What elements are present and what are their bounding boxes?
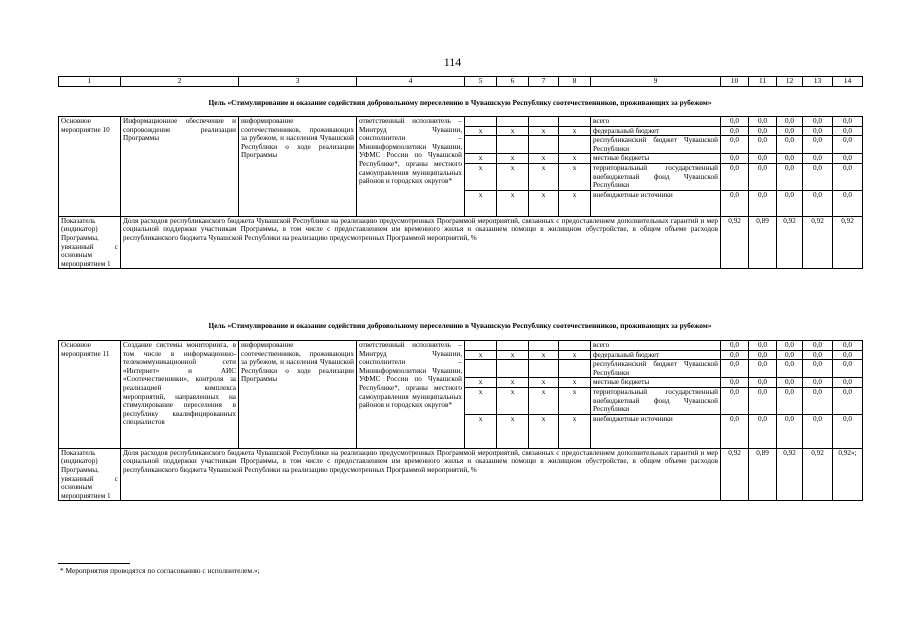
column-number: 4	[357, 77, 465, 87]
budget-code: x	[465, 414, 497, 448]
funding-value: 0,0	[803, 414, 833, 448]
indicator-value: 0,89	[749, 216, 777, 269]
funding-value: 0,0	[777, 117, 803, 127]
funding-value: 0,0	[777, 360, 803, 378]
budget-code	[529, 341, 559, 351]
budget-code: x	[559, 350, 591, 360]
funding-value: 0,0	[721, 378, 749, 388]
column-number-row	[59, 77, 863, 87]
column-number: 11	[749, 77, 777, 87]
funding-source: внебюджетные источники	[591, 190, 721, 216]
budget-code: x	[497, 126, 529, 136]
funding-source: территориальный государственный внебюджетный фонд Чувашской Республики	[591, 163, 721, 190]
header-table	[58, 76, 863, 87]
activity-description: Создание системы мониторинга, в том числе в информационно-телекоммуникационной сети «Интернет» и АИС «Соотечественники», контроля за реализацией комплекса мероприятий, направленных на стимулирование переселения в республику квалифицированных специалистов	[121, 341, 239, 449]
indicator-value: 0,92	[721, 448, 749, 501]
funding-value: 0,0	[833, 163, 863, 190]
funding-value: 0,0	[803, 350, 833, 360]
column-number: 3	[239, 77, 357, 87]
funding-value: 0,0	[777, 414, 803, 448]
column-number: 7	[529, 77, 559, 87]
activity-description: Информационное обеспечение и сопровождение реализации Программы	[121, 117, 239, 217]
footnote-divider	[58, 563, 130, 564]
funding-value: 0,0	[749, 414, 777, 448]
funding-source: всего	[591, 117, 721, 127]
funding-value: 0,0	[721, 190, 749, 216]
column-number: 5	[465, 77, 497, 87]
funding-value: 0,0	[803, 136, 833, 154]
budget-code	[529, 360, 559, 378]
budget-code	[497, 341, 529, 351]
column-number: 12	[777, 77, 803, 87]
goal-heading: Цель «Стимулирование и оказание содействия добровольному переселению в Чувашскую Республику соотечественников, проживающих за рубежом»	[208, 321, 712, 330]
funding-value: 0,0	[803, 378, 833, 388]
budget-code: x	[529, 154, 559, 164]
column-number: 9	[591, 77, 721, 87]
funding-value: 0,0	[833, 387, 863, 414]
funding-value: 0,0	[777, 190, 803, 216]
budget-code: x	[529, 163, 559, 190]
column-number: 13	[803, 77, 833, 87]
funding-value: 0,0	[721, 126, 749, 136]
budget-code: x	[465, 387, 497, 414]
budget-code: x	[529, 414, 559, 448]
funding-value: 0,0	[721, 341, 749, 351]
activity-row	[59, 341, 863, 351]
budget-code	[529, 117, 559, 127]
funding-value: 0,0	[749, 136, 777, 154]
funding-value: 0,0	[833, 126, 863, 136]
budget-code	[465, 136, 497, 154]
budget-code	[465, 341, 497, 351]
budget-code: x	[497, 350, 529, 360]
funding-value: 0,0	[721, 360, 749, 378]
budget-code	[465, 360, 497, 378]
indicator-row	[59, 448, 863, 501]
budget-code	[529, 136, 559, 154]
budget-code	[497, 360, 529, 378]
budget-code: x	[559, 387, 591, 414]
funding-source: местные бюджеты	[591, 378, 721, 388]
funding-value: 0,0	[749, 126, 777, 136]
funding-value: 0,0	[749, 378, 777, 388]
funding-value: 0,0	[721, 117, 749, 127]
funding-value: 0,0	[749, 154, 777, 164]
funding-value: 0,0	[833, 414, 863, 448]
budget-code: x	[559, 190, 591, 216]
funding-value: 0,0	[833, 190, 863, 216]
funding-value: 0,0	[777, 136, 803, 154]
budget-code: x	[497, 387, 529, 414]
indicator-value: 0,89	[749, 448, 777, 501]
budget-code: x	[529, 387, 559, 414]
funding-value: 0,0	[833, 117, 863, 127]
activity-result: информирование соотечественников, проживающих за рубежом, и населения Чувашской Республики о ходе реализации Программы	[239, 117, 357, 217]
funding-value: 0,0	[777, 154, 803, 164]
indicator-text: Доля расходов республиканского бюджета Чувашской Республики на реализацию предусмотренных Программой мероприятий, связанных с предоставлением дополнительных гарантий и мер социальной поддержки участникам Программы, в том числе с предоставлением им временного жилья и оказанием помощи в жилищном обустройстве, в общем объеме расходов республиканского бюджета Чувашской Республики на реализацию предусмотренных Программой мероприятий, %	[121, 216, 721, 269]
budget-code: x	[465, 154, 497, 164]
indicator-text: Доля расходов республиканского бюджета Чувашской Республики на реализацию предусмотренных Программой мероприятий, связанных с предоставлением дополнительных гарантий и мер социальной поддержки участникам Программы, в том числе с предоставлением им временного жилья и оказанием помощи в жилищном обустройстве, в общем объеме расходов республиканского бюджета Чувашской Республики на реализацию предусмотренных Программой мероприятий, %	[121, 448, 721, 501]
funding-value: 0,0	[833, 360, 863, 378]
budget-code: x	[497, 190, 529, 216]
indicator-value: 0,92	[803, 216, 833, 269]
funding-value: 0,0	[777, 378, 803, 388]
funding-value: 0,0	[777, 126, 803, 136]
funding-source: территориальный государственный внебюджетный фонд Чувашской Республики	[591, 387, 721, 414]
funding-value: 0,0	[721, 154, 749, 164]
indicator-value: 0,92	[777, 216, 803, 269]
activity-block-11	[58, 340, 863, 501]
budget-code: x	[497, 414, 529, 448]
page-number: 114	[443, 55, 462, 69]
activity-result: информирование соотечественников, проживающих за рубежом, и населения Чувашской Республики о ходе реализации Программы	[239, 341, 357, 449]
budget-code: x	[465, 378, 497, 388]
funding-value: 0,0	[833, 341, 863, 351]
funding-source: всего	[591, 341, 721, 351]
budget-code: x	[465, 163, 497, 190]
funding-value: 0,0	[803, 360, 833, 378]
funding-value: 0,0	[803, 163, 833, 190]
funding-source: внебюджетные источники	[591, 414, 721, 448]
funding-value: 0,0	[833, 136, 863, 154]
activity-name: Основное мероприятие 10	[59, 117, 121, 217]
budget-code: x	[529, 190, 559, 216]
funding-value: 0,0	[777, 350, 803, 360]
budget-code	[559, 136, 591, 154]
indicator-value: 0,92	[833, 216, 863, 269]
budget-code	[559, 341, 591, 351]
budget-code: x	[529, 350, 559, 360]
goal-heading: Цель «Стимулирование и оказание содействия добровольному переселению в Чувашскую Республику соотечественников, проживающих за рубежом»	[208, 98, 712, 107]
budget-code: x	[529, 126, 559, 136]
funding-value: 0,0	[721, 350, 749, 360]
funding-value: 0,0	[749, 341, 777, 351]
column-number: 6	[497, 77, 529, 87]
indicator-value: 0,92	[721, 216, 749, 269]
funding-value: 0,0	[721, 163, 749, 190]
budget-code: x	[497, 163, 529, 190]
budget-code: x	[529, 378, 559, 388]
funding-value: 0,0	[721, 414, 749, 448]
budget-code: x	[497, 154, 529, 164]
funding-value: 0,0	[833, 378, 863, 388]
budget-code	[559, 117, 591, 127]
budget-code: x	[559, 414, 591, 448]
funding-source: федеральный бюджет	[591, 126, 721, 136]
budget-code: x	[559, 163, 591, 190]
funding-source: федеральный бюджет	[591, 350, 721, 360]
column-number: 2	[121, 77, 239, 87]
budget-code	[559, 360, 591, 378]
budget-code	[497, 136, 529, 154]
funding-value: 0,0	[777, 341, 803, 351]
funding-value: 0,0	[749, 117, 777, 127]
funding-value: 0,0	[833, 154, 863, 164]
funding-value: 0,0	[803, 117, 833, 127]
funding-value: 0,0	[721, 136, 749, 154]
funding-source: местные бюджеты	[591, 154, 721, 164]
funding-value: 0,0	[833, 350, 863, 360]
indicator-value: 0,92	[803, 448, 833, 501]
funding-value: 0,0	[721, 387, 749, 414]
funding-value: 0,0	[803, 190, 833, 216]
column-number: 1	[59, 77, 121, 87]
budget-code: x	[559, 154, 591, 164]
budget-code	[497, 117, 529, 127]
column-number: 14	[833, 77, 863, 87]
activity-block-10	[58, 116, 863, 269]
funding-value: 0,0	[777, 163, 803, 190]
funding-value: 0,0	[803, 154, 833, 164]
funding-value: 0,0	[777, 387, 803, 414]
funding-value: 0,0	[749, 190, 777, 216]
funding-value: 0,0	[749, 387, 777, 414]
funding-value: 0,0	[803, 341, 833, 351]
indicator-row	[59, 216, 863, 269]
column-number: 10	[721, 77, 749, 87]
budget-code: x	[465, 190, 497, 216]
budget-code	[465, 117, 497, 127]
column-number: 8	[559, 77, 591, 87]
indicator-value: 0,92»;	[833, 448, 863, 501]
footnote: * Мероприятия проводятся по согласованию с исполнителем.»;	[60, 566, 260, 575]
indicator-label: Показатель (индикатор) Программы, увязанный с основным мероприятием 1	[59, 448, 121, 501]
funding-value: 0,0	[803, 126, 833, 136]
indicator-value: 0,92	[777, 448, 803, 501]
budget-code: x	[559, 126, 591, 136]
budget-code: x	[465, 126, 497, 136]
activity-name: Основное мероприятие 11	[59, 341, 121, 449]
budget-code: x	[465, 350, 497, 360]
activity-executors: ответственный исполнитель – Минтруд Чувашии, соисполнители – Мининформполитики Чувашии, УФМС России по Чувашской Республике*, органы местного самоуправления муниципальных районов и городских округов*	[357, 117, 465, 217]
funding-value: 0,0	[749, 350, 777, 360]
funding-source: республиканский бюджет Чувашской Республики	[591, 360, 721, 378]
funding-value: 0,0	[749, 360, 777, 378]
funding-value: 0,0	[803, 387, 833, 414]
funding-value: 0,0	[749, 163, 777, 190]
activity-row	[59, 117, 863, 127]
funding-source: республиканский бюджет Чувашской Республики	[591, 136, 721, 154]
indicator-label: Показатель (индикатор) Программы, увязанный с основным мероприятием 1	[59, 216, 121, 269]
budget-code: x	[497, 378, 529, 388]
activity-executors: ответственный исполнитель – Минтруд Чувашии, соисполнители – Мининформполитики Чувашии, УФМС России по Чувашской Республике*, органы местного самоуправления муниципальных районов и городских округов*	[357, 341, 465, 449]
budget-code: x	[559, 378, 591, 388]
